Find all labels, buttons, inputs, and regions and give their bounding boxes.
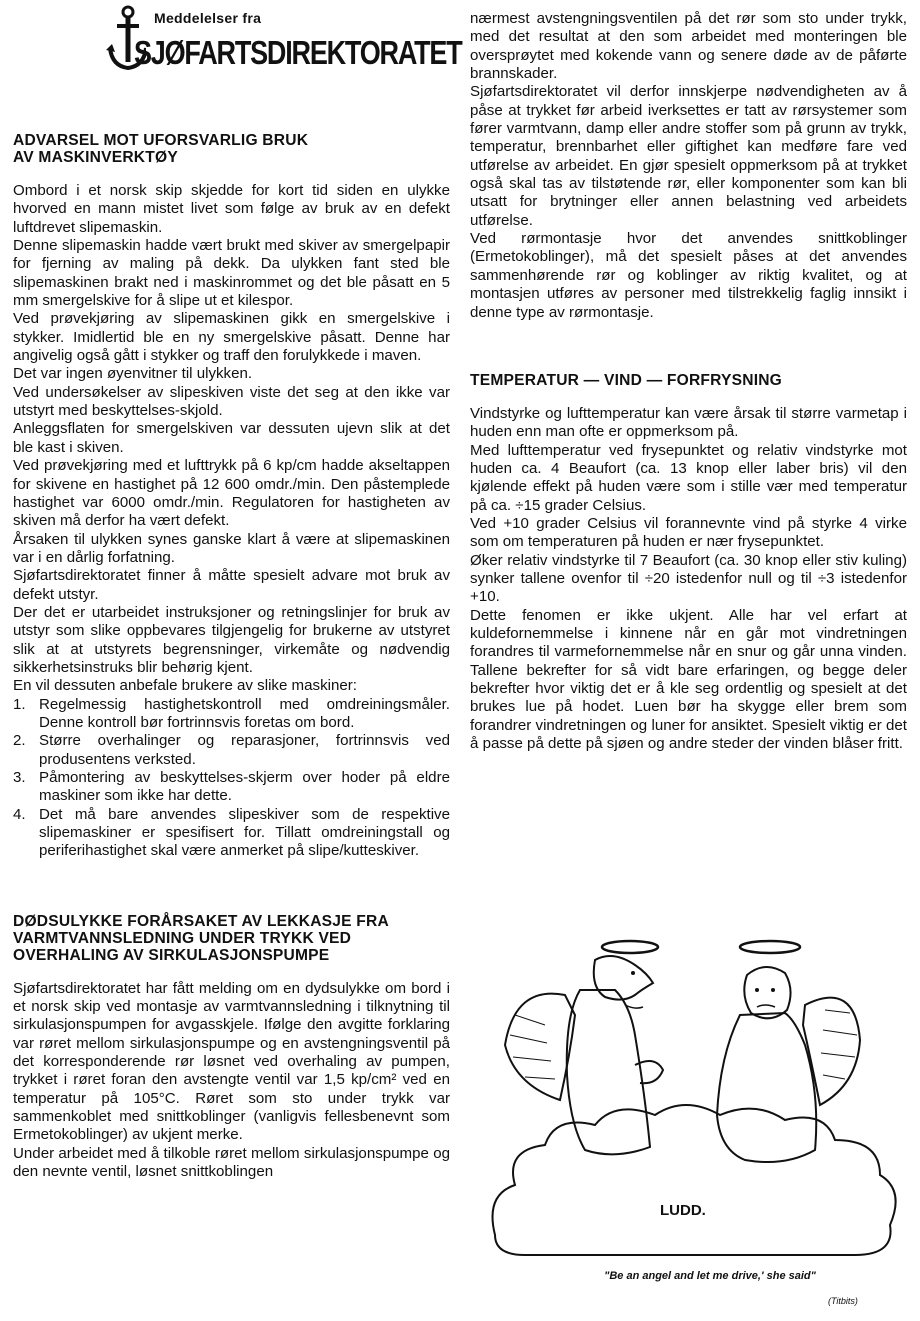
paragraph: Sjøfartsdirektoratet finner å måtte spesielt advare mot bruk av defekt utstyr. [13,567,450,603]
paragraph: En vil dessuten anbefale brukere av slike maskiner: [13,677,357,695]
list-number: 4. [13,805,26,823]
left-column [13,132,450,1182]
section2-title-line3: OVERHALING AV SIRKULASJONSPUMPE [13,946,330,964]
cloud-illustration [493,1105,896,1255]
paragraph: Vindstyrke og lufttemperatur kan være årsak til større varmetap i huden enn man ofte er oppmerksom på. [470,404,907,441]
list-text: Det må bare anvendes slipeskiver som de respektive slipemaskiner er spesifisert for. Tillatt omdreiningstall og periferihastighet skal være anmerket på slipe/kutteskiver. [39,805,450,860]
list-number: 1. [13,695,26,713]
wing-icon [803,998,860,1105]
cartoon-signature: LUDD. [660,1202,706,1219]
paragraph: Ved prøvekjøring av slipemaskinen gikk en smergelskive i stykker. Imidlertid ble en ny smergelskive påsatt. Denne har angivelig også gått i stykker og traff den forulykkede i maven. [13,310,450,365]
paragraph: Sjøfartsdirektoratet vil derfor innskjerpe nødvendigheten av å påse at trykket før arbeid iverksettes er tatt av rørsystemer som fører varmtvann, damp eller andre stoffer som på grunn av trykk, temperatur, brennbarhet eller giftighet kan medføre fare ved utførelse av arbeidet. En gjør spesielt oppmerksom på at trykket også skal tas av tilstøtende rør, eller komponenter som kan bli utsatt for brytninger eller annen belastning ved arbeidets utførelse. [470,83,907,229]
section1-title-line1: ADVARSEL MOT UFORSVARLIG BRUK [13,132,309,149]
masthead [106,4,462,74]
cartoon-credit: (Titbits) [828,1296,858,1306]
halo-icon [602,941,658,953]
list-item [13,732,450,769]
list-text: Regelmessig hastighetskontroll med omdreiningsmåler. Denne kontroll bør fortrinnsvis foretas om bord. [39,695,450,731]
section1-title-line2: AV MASKINVERKTØY [13,149,178,166]
section1-title [13,132,450,166]
paragraph: Anleggsflaten for smergelskiven var dessuten ujevn slik at det ble kast i skiven. [13,420,450,456]
paragraph: Ved prøvekjøring med et lufttrykk på 6 kp/cm hadde akseltappen for skivene en hastighet på 12 600 omdr./min. Den påstemplede hastighet var 6000 omdr./min. Regulatoren for hastigheten av skiven må derfor ha vært defekt. [13,457,450,530]
paragraph: Årsaken til ulykken synes ganske klart å være at slipemaskinen var i en dårlig forfatning. [13,530,450,566]
angel-figure [567,990,650,1154]
paragraph: Ved +10 grader Celsius vil forannevnte vind på styrke 4 virke som om temperaturen på huden er nær frysepunktet. [470,514,907,551]
cartoon-caption: "Be an angel and let me drive,' she said" [604,1270,816,1282]
masthead-title: SJØFARTSDIREKTORATET [134,34,462,72]
paragraph: Under arbeidet med å tilkoble røret mellom sirkulasjonspumpe og den nevnte ventil, løsnet snittkoblingen [13,1144,450,1181]
section2-title-line1: DØDSULYKKE FORÅRSAKET AV LEKKASJE FRA [13,912,389,930]
paragraph: Ved undersøkelser av slipeskiven viste det seg at den ikke var utstyrt med beskyttelses-skjold. [13,383,450,420]
paragraph: Det var ingen øyenvitner til ulykken. [13,365,253,383]
section2-title-line2: VARMTVANNSLEDNING UNDER TRYKK VED [13,929,352,947]
section2-title [13,913,450,964]
list-text: Større overhalinger og reparasjoner, fortrinnsvis ved produsentens verksted. [39,732,450,768]
right-column [470,10,907,753]
list-number: 2. [13,732,26,750]
list-item [13,769,450,806]
paragraph: Øker relativ vindstyrke til 7 Beaufort (ca. 30 knop eller stiv kuling) synker tallene ovenfor til ÷20 istedenfor null og til ÷3 istedenfor +10. [470,551,907,606]
paragraph: nærmest avstengningsventilen på det rør som sto under trykk, med det resultat at den som arbeidet med monteringen ble oversprøytet med kokende vann og senere døde av de påførte brannskader. [470,10,907,83]
list-number: 3. [13,769,26,786]
recommendation-list [13,696,450,861]
list-item [13,806,450,861]
wing-icon [505,994,575,1100]
paragraph: Denne slipemaskin hadde vært brukt med skiver av smergelpapir for fjerning av maling på dekk. Da ulykken fant sted ble slipemaskinen brakt ned i maskinrommet og det ble påsatt en 5 mm smergelskive for å slipe ut et kilespor. [13,237,450,310]
paragraph: Der det er utarbeidet instruksjoner og retningslinjer for bruk av utstyr som slike oppbevares tilgjengelig for brukerne av utstyret slik at at utstyrets begrensninger, virkemåte og nødvendig sikkerhetsinstruks blir behørig kjent. [13,603,450,676]
list-item [13,696,450,733]
angel-figure [717,1013,816,1162]
paragraph: Med lufttemperatur ved frysepunktet og relativ vindstyrke mot huden ca. 4 Beaufort (ca. 13 knop eller laber bris) vil den kjølende effekt på huden være som i stille vær med temperatur på ca. ÷15 grader Celsius. [470,441,907,514]
angels-cartoon [485,935,905,1265]
masthead-subtitle: Meddelelser fra [154,10,262,26]
paragraph: Ombord i et norsk skip skjedde for kort tid siden en ulykke hvorved en mann mistet livet som følge av bruk av en defekt luftdrevet slipemaskin. [13,182,450,236]
list-text: Påmontering av beskyttelses-skjerm over hoder på eldre maskiner som ikke har dette. [39,769,450,805]
paragraph: Dette fenomen er ikke ukjent. Alle har vel erfart at kuldefornemmelse i kinnene når en går mot vindretningen forandres til varmefornemmelse når en snur og går unna vinden. Tallene bekrefter for så vidt bare erfaringen, og begge deler bekrefter hvor viktig det er å kle seg ordentlig og spesielt at det brukes lue på hodet. Luen bør ha skygge eller brem som forandrer vindretningen og luner for ansiktet. Spesielt viktig er det å passe på dette på sjøen og andre steder der vinden blåser fritt. [470,606,907,753]
paragraph: Ved rørmontasje hvor det anvendes snittkoblinger (Ermetokoblinger), må det spesielt påses at det anvendes sammenhørende rør og koblinger av riktig kvalitet, og at montasjen utføres av personer med tilstrekkelig faglig innsikt i denne type av rørmontasje. [470,230,907,321]
paragraph: Sjøfartsdirektoratet har fått melding om en dydsulykke om bord i et norsk skip ved montasje av varmtvannsledning i tilknytning til sirkulasjonspumpen for avgasskjele. Ifølge den avgitte forklaring var røret mellom sirkulasjonspumpe og en avstengningsventil på det korresponderende rør løsnet ved overhaling av pumpen, trykket i røret foran den avstengte ventil var 1,5 kp/cm² ved en temperatur på 105°C. Røret som sto under trykk var sammenkoblet med snittkoblinger (vanligvis fellesbenevnt som Ermetokoblinger) av ukjent merke. [13,979,450,1144]
halo-icon [740,941,800,953]
section3-title: TEMPERATUR — VIND — FORFRYSNING [470,371,783,389]
